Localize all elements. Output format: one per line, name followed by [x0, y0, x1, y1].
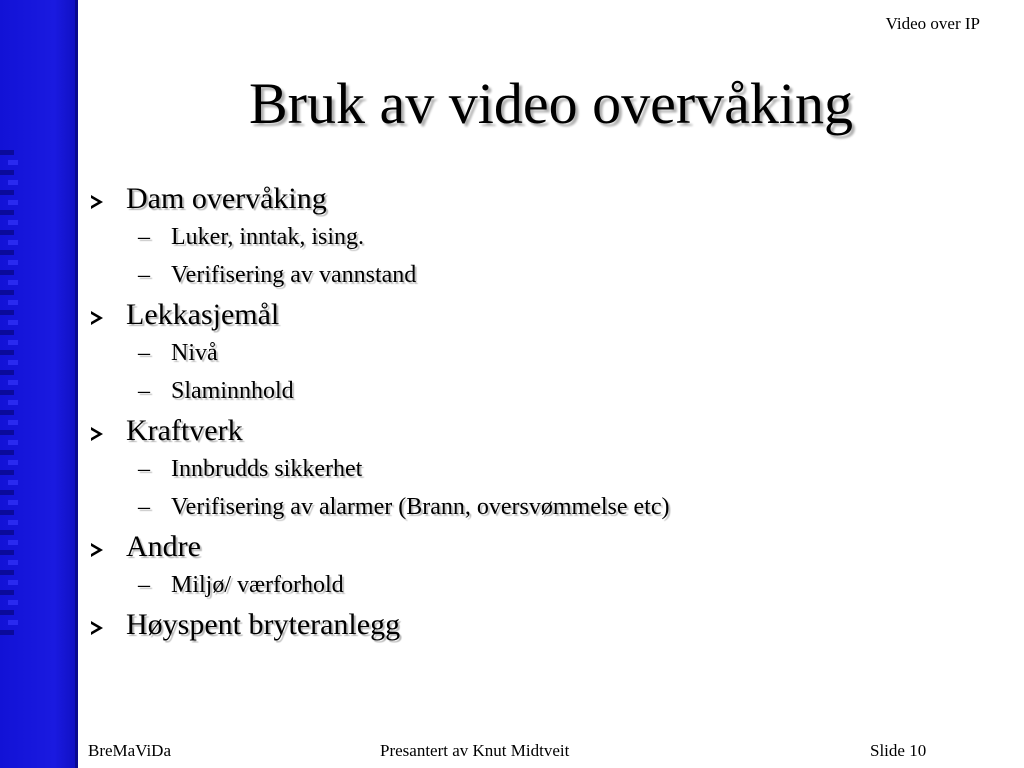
sidebar-pattern-block [8, 540, 18, 545]
footer-left-label: BreMaViDa [88, 741, 172, 760]
sidebar-pattern-block [8, 160, 18, 165]
sidebar-pattern-block [0, 450, 14, 455]
sub-bullet-item [88, 490, 988, 528]
sidebar-pattern-block [0, 630, 14, 635]
sidebar-pattern-block [8, 380, 18, 385]
arrow-right-bullet-icon [88, 425, 106, 443]
sidebar-pattern-block [8, 180, 18, 185]
bullet-text: Andre [126, 530, 201, 563]
sidebar-pattern-block [8, 520, 18, 525]
sidebar-pattern-block [0, 490, 14, 495]
sub-bullet-dash: – [138, 572, 150, 598]
sub-bullet-dash: – [138, 456, 150, 482]
sub-bullet-dash: – [138, 340, 150, 366]
bullet-text: Høyspent bryteranlegg [126, 608, 401, 641]
sidebar-pattern-block [8, 400, 18, 405]
sub-bullet-item [88, 336, 988, 374]
footer-presenter: Presantert av Knut Midtveit [380, 741, 570, 760]
sidebar-pattern-block [0, 570, 14, 575]
sidebar-pattern-block [0, 150, 14, 155]
sidebar-pattern-block [0, 510, 14, 515]
sub-bullet-item [88, 258, 988, 296]
sidebar-pattern-block [0, 290, 14, 295]
sidebar-pattern-block [8, 360, 18, 365]
slide-title: Bruk av video overvåking [248, 71, 853, 136]
sidebar-pattern-block [8, 220, 18, 225]
sidebar-pattern-block [0, 230, 14, 235]
bullet-item [88, 412, 988, 452]
sidebar-pattern-block [0, 390, 14, 395]
sub-bullet-text: Slaminnhold [171, 378, 294, 404]
sidebar-pattern-block [0, 550, 14, 555]
bullet-item [88, 606, 988, 646]
sidebar-pattern-block [8, 460, 18, 465]
sub-bullet-dash: – [138, 378, 150, 404]
sidebar-pattern-block [0, 310, 14, 315]
sidebar-pattern-block [0, 370, 14, 375]
sub-bullet-text: Nivå [171, 340, 218, 366]
bullet-text: Dam overvåking [126, 182, 327, 215]
sub-bullet-item [88, 220, 988, 258]
arrow-right-bullet-icon [88, 541, 106, 559]
sidebar-pattern-block [0, 530, 14, 535]
sidebar-pattern-block [8, 420, 18, 425]
sidebar-pattern-block [8, 340, 18, 345]
sub-bullet-dash: – [138, 494, 150, 520]
slide-number: Slide 10 [870, 741, 927, 760]
sidebar-pattern-block [8, 480, 18, 485]
bullet-text: Lekkasjemål [126, 298, 280, 331]
sub-bullet-item [88, 452, 988, 490]
sidebar-pattern-block [0, 470, 14, 475]
arrow-right-bullet-icon [88, 309, 106, 327]
sidebar-pattern-block [8, 440, 18, 445]
bullet-text: Kraftverk [126, 414, 243, 447]
sidebar-pattern-block [8, 280, 18, 285]
sidebar-pattern-block [0, 190, 14, 195]
sidebar-pattern-block [8, 320, 18, 325]
header-title: Video over IP [885, 14, 980, 33]
sidebar-pattern-block [0, 350, 14, 355]
sidebar-pattern-block [0, 590, 14, 595]
sidebar-pattern-block [0, 210, 14, 215]
sub-bullet-dash: – [138, 262, 150, 288]
sidebar-pattern-block [8, 260, 18, 265]
sidebar-pattern-block [8, 500, 18, 505]
sub-bullet-text: Innbrudds sikkerhet [171, 456, 363, 482]
sidebar-pattern-block [0, 270, 14, 275]
arrow-right-bullet-icon [88, 193, 106, 211]
sidebar-pattern-block [0, 430, 14, 435]
sub-bullet-item [88, 374, 988, 412]
sidebar-pattern-block [8, 240, 18, 245]
sidebar-pattern-block [0, 610, 14, 615]
sub-bullet-text: Verifisering av vannstand [171, 262, 417, 288]
bullet-list [88, 180, 988, 646]
sidebar-pattern-block [0, 330, 14, 335]
sidebar-pattern-block [8, 580, 18, 585]
sub-bullet-text: Verifisering av alarmer (Brann, oversvømmelse etc) [171, 494, 670, 520]
left-sidebar-bar [0, 0, 78, 768]
bullet-item [88, 180, 988, 220]
bullet-item [88, 528, 988, 568]
sidebar-pattern-block [8, 600, 18, 605]
sidebar-pattern-block [8, 200, 18, 205]
sub-bullet-text: Luker, inntak, ising. [171, 224, 365, 250]
sidebar-pattern-block [8, 560, 18, 565]
sub-bullet-text: Miljø/ værforhold [171, 572, 344, 598]
arrow-right-bullet-icon [88, 619, 106, 637]
sub-bullet-dash: – [138, 224, 150, 250]
sidebar-pattern-block [0, 410, 14, 415]
sub-bullet-item [88, 568, 988, 606]
sidebar-pattern-block [8, 620, 18, 625]
bullet-item [88, 296, 988, 336]
sidebar-pattern-block [8, 300, 18, 305]
sidebar-pattern-block [0, 250, 14, 255]
sidebar-pattern-block [0, 170, 14, 175]
